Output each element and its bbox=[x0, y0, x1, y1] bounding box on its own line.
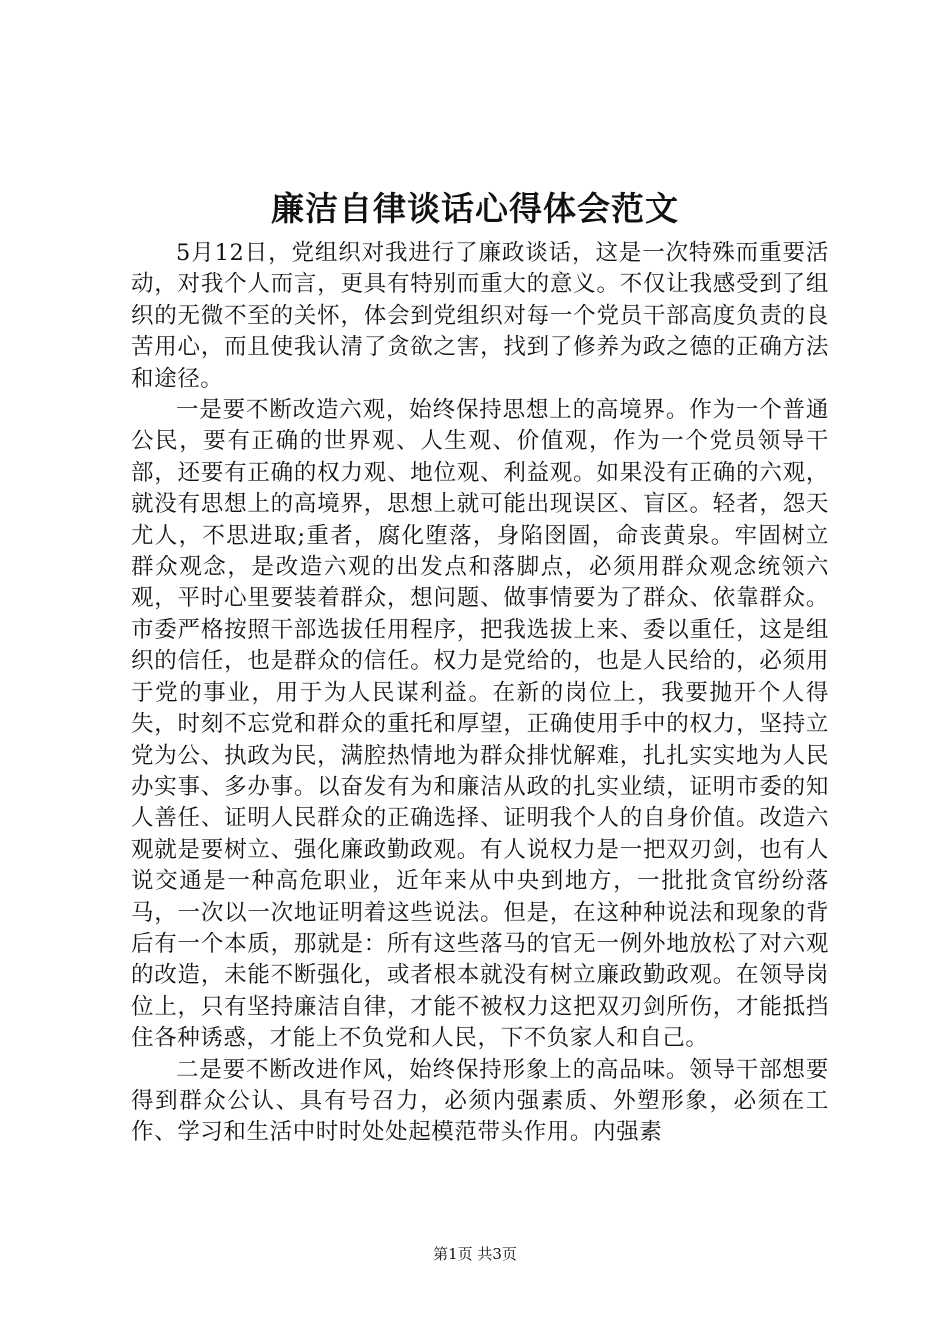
paragraph-point-two: 二是要不断改进作风，始终保持形象上的高品味。领导干部想要得到群众公认、具有号召力，必须内强素质、外塑形象，必须在工作、学习和生活中时时处处起模范带头作用。内强素 bbox=[131, 1056, 829, 1146]
paragraph-point-one: 一是要不断改造六观，始终保持思想上的高境界。作为一个普通公民，要有正确的世界观、人生观、价值观，作为一个党员领导干部，还要有正确的权力观、地位观、利益观。如果没有正确的六观，就没有思想上的高境界，思想上就可能出现误区、盲区。轻者，怨天尤人，不思进取;重者，腐化堕落，身陷囹圄，命丧黄泉。牢固树立群众观念，是改造六观的出发点和落脚点，必须用群众观念统领六观，平时心里要装着群众，想问题、做事情要为了群众、依靠群众。市委严格按照干部选拔任用程序，把我选拔上来、委以重任，这是组织的信任，也是群众的信任。权力是党给的，也是人民给的，必须用于党的事业，用于为人民谋利益。在新的岗位上，我要抛开个人得失，时刻不忘党和群众的重托和厚望，正确使用手中的权力，坚持立党为公、执政为民，满腔热情地为群众排忧解难，扎扎实实地为人民办实事、多办事。以奋发有为和廉洁从政的扎实业绩，证明市委的知人善任、证明人民群众的正确选择、证明我个人的自身价值。改造六观就是要树立、强化廉政勤政观。有人说权力是一把双刃剑，也有人说交通是一种高危职业，近年来从中央到地方，一批批贪官纷纷落马，一次以一次地证明着这些说法。但是，在这种种说法和现象的背后有一个本质，那就是：所有这些落马的官无一例外地放松了对六观的改造，未能不断强化，或者根本就没有树立廉政勤政观。在领导岗位上，只有坚持廉洁自律，才能不被权力这把双刃剑所伤，才能抵挡住各种诱惑，才能上不负党和人民，下不负家人和自己。 bbox=[131, 397, 829, 1052]
page-footer: 第1页 共3页 bbox=[433, 1245, 517, 1263]
document-title: 廉洁自律谈话心得体会范文 bbox=[271, 189, 679, 228]
document-body bbox=[131, 238, 829, 1149]
paragraph-intro: 5月12日，党组织对我进行了廉政谈话，这是一次特殊而重要活动，对我个人而言，更具有特别而重大的意义。不仅让我感受到了组织的无微不至的关怀，体会到党组织对每一个党员干部高度负责的良苦用心，而且使我认清了贪欲之害，找到了修养为政之德的正确方法和途径。 bbox=[131, 240, 829, 392]
